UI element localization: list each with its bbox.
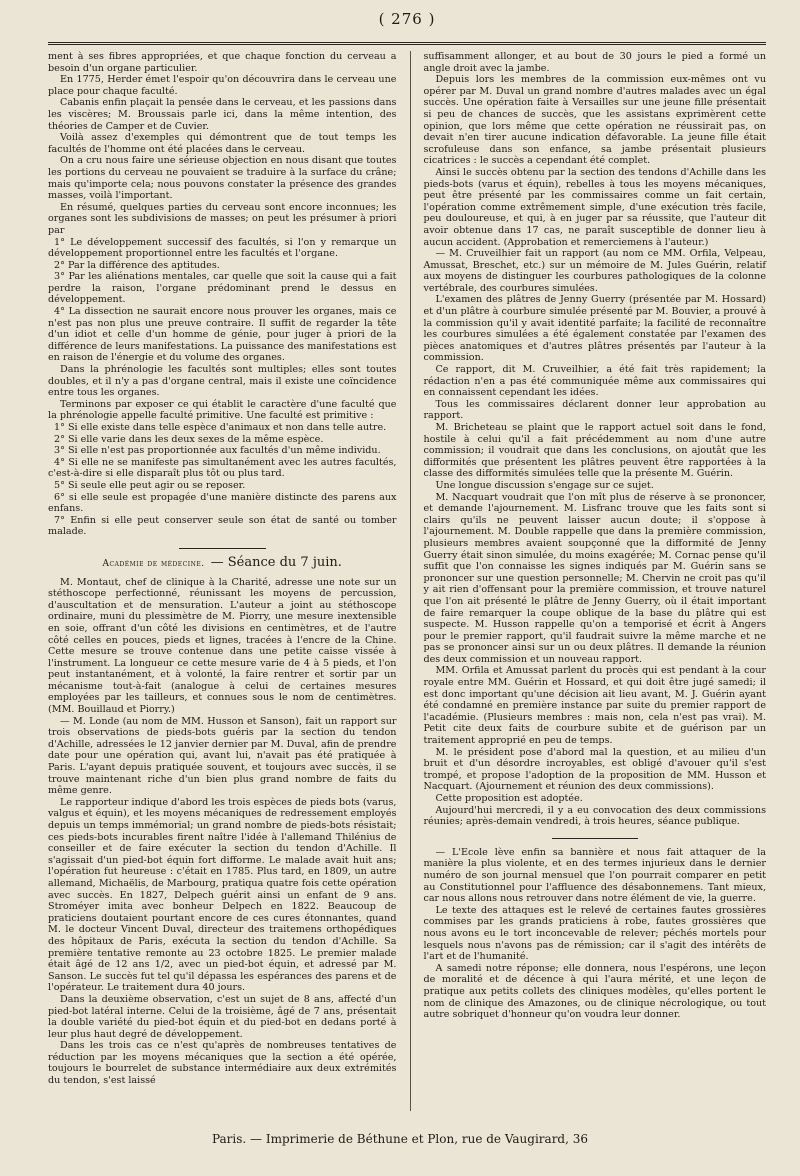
section-title-small: Académie de médecine. — [102, 558, 205, 569]
paragraph: Aujourd'hui mercredi, il y a eu convocation des deux commissions réunies; après-demain vendredi, à trois heures, séance publique. — [423, 804, 766, 828]
list-item: 6° si elle seule est propagée d'une manière distincte des parens aux enfans. — [48, 491, 397, 515]
paragraph: — L'Ecole lève enfin sa bannière et nous fait attaquer de la manière la plus violente, et en des termes injurieux dans le dernier numéro de son journal mensuel que l'on pourrait comparer en petit au Constitutionnel pour l'affluence des désabonnemens. Tant mieux, car nous allons nous retrouver dans notre élément de vie, la guerre. — [423, 846, 766, 905]
paragraph: En 1775, Herder émet l'espoir qu'on découvrira dans le cerveau une place pour chaque faculté. — [48, 74, 397, 97]
paragraph: Tous les commissaires déclarent donner leur approbation au rapport. — [423, 398, 766, 422]
paragraph: Une longue discussion s'engage sur ce sujet. — [435, 479, 654, 491]
section-title-large: — Séance du 7 juin. — [210, 554, 342, 570]
paragraph: Depuis lors les membres de la commission eux-mêmes ont vu opérer par M. Duval un grand nombre d'autres malades avec un égal succès. Une opération faite à Versailles sur une jeune fille présentait si peu de chances de succès, que les assistans exprimèrent cette opinion, que lors même que cette opération ne réussirait pas, on devait n'en tirer aucune indication défavorable. La jeune fille était scrofuleuse dans son enfance, sa jambe présentait plusieurs cicatrices : le succès a cependant été complet. — [423, 74, 766, 167]
paragraph: Le rapporteur indique d'abord les trois espèces de pieds bots (varus, valgus et équin), et les moyens mécaniques de redressement employés depuis un temps immémorial; un grand nombre de pieds-bots résistait; ces pieds-bots incurables firent naître l'idée à l'allemand Thilénius de conseiller et de faire exécuter la section du tendon d'Achille. Il s'agissait d'un pied-bot équin fort difforme. Le malade avait huit ans; l'opération fut heureuse : c'était en 1785. Plus tard, en 1809, un autre allemand, Michaëlis, de Marbourg, pratiqua quatre fois cette opération avec succès. En 1827, Delpech guérit ainsi un enfant de 9 ans. Stroméyer imita avec bonheur Delpech en 1822. Beaucoup de praticiens doutaient pourtant encore de ces cures étonnantes, quand M. le docteur Vincent Duval, directeur des traitemens orthopédiques des hôpitaux de Paris, exécuta la section du tendon d'Achille. Sa première tentative remonte au 23 octobre 1825. Le premier malade était âgé de 12 ans 1/2, avec un pied-bot équin, et adressé par M. Sanson. Le succès fut tel qu'il dépassa les espérances des parens et de l'opérateur. Le traitement dura 40 jours. — [48, 796, 397, 994]
paragraph: Ainsi le succès obtenu par la section des tendons d'Achille dans les pieds-bots (varus et équin), rebelles à tous les moyens mécaniques, peut être présenté par les commissaires comme un fait certain, l'opération comme extrêmement simple, d'une exécution très facile, peu douloureuse, et qui, à en juger par sa réussite, que l'auteur dit avoir obtenue dans 17 cas, ne paraît susceptible de donner lieu à aucun accident. (Approbation et remerciemens à l'auteur.) — [423, 166, 766, 248]
right-column — [410, 51, 766, 1111]
paragraph: M. le président pose d'abord mal la question, et au milieu d'un bruit et d'un désordre incroyables, est obligé d'avouer qu'il s'est trompé, et propose l'adoption de la proposition de MM. Husson et Nacquart. (Ajournement et réunion des deux commissions). — [423, 746, 766, 793]
columns — [48, 51, 766, 1111]
paragraph: L'examen des plâtres de Jenny Guerry (présentée par M. Hossard) et d'un plâtre à courbure simulée présenté par M. Bouvier, a prouvé à la commission qu'il y avait identité parfaite; la facilité de reconnaître les courbures simulées a été également constatée par l'examen des pièces anatomiques et d'autres plâtres présentés par l'auteur à la commission. — [423, 294, 766, 364]
paragraph: M. Bricheteau se plaint que le rapport actuel soit dans le fond, hostile à celui qu'il a fait précédemment au nom d'une autre commission; il voudrait que dans les conclusions, on ajoutât que les difformités que présentent les plâtres peuvent être rapportées à la classe des difformités simulées telle que la présente M. Guérin. — [423, 422, 766, 480]
page-number: ( 276 ) — [378, 10, 436, 28]
left-column — [48, 51, 396, 1111]
paragraph: En résumé, quelques parties du cerveau sont encore inconnues; les organes sont les subdivisions de masses; on peut les présumer à priori par — [48, 201, 397, 236]
paragraph: M. Nacquart voudrait que l'on mît plus de réserve à se prononcer, et demande l'ajournement. M. Lisfranc trouve que les faits sont si clairs qu'ils ne peuvent laisser aucun doute; il s'oppose à l'ajournement. M. Double rappelle que dans la première commission, plusieurs membres avaient soupçonné que la difformité de Jenny Guerry était sinon simulée, du moins exagérée; M. Cornac pense qu'il suffit que l'on connaisse les signes indiqués par M. Guérin sans se prononcer sur une question personnelle; M. Chervin ne croit pas qu'il y ait rien d'offensant pour la première commission, et trouve naturel que l'on ait présenté le plâtre de Jenny Guerry, où il était important de faire remarquer la coupe oblique de la base du plâtre qui est suspecte. M. Husson rappelle qu'on a temporisé et écrit à Angers pour le premier rapport, qu'il faudrait suivre la même marche et ne pas se prononcer ainsi sur un ou deux plâtres. Il demande la réunion des deux commission et un nouveau rapport. — [423, 491, 766, 665]
list-item: 3° Si elle n'est pas proportionnée aux facultés d'un même individu. — [54, 445, 381, 457]
list-item: 5° Si seule elle peut agir ou se reposer. — [54, 479, 246, 491]
top-rule — [48, 42, 766, 45]
paragraph: Dans la phrénologie les facultés sont multiples; elles sont toutes doubles, et il n'y a pas d'organe central, mais il existe une coïncidence entre tous les organes. — [48, 364, 397, 399]
paragraph: Le texte des attaques est le relevé de certaines fautes grossières commises par les grands praticiens à robe, fautes grossières que nous avons eu le tort inconcevable de relever; péchés mortels pour lesquels nous n'avons pas de rémission; car il s'agit des intérêts de l'art et de l'humanité. — [423, 904, 766, 963]
section-divider — [552, 838, 638, 839]
list-item: 2° Par la différence des aptitudes. — [54, 259, 220, 271]
list-item: 1° Si elle existe dans telle espèce d'animaux et non dans telle autre. — [54, 422, 387, 433]
list-item: 7° Enfin si elle peut conserver seule son état de santé ou tomber malade. — [48, 514, 397, 538]
paragraph: suffisamment allonger, et au bout de 30 jours le pied a formé un angle droit avec la jambe. — [423, 51, 766, 74]
paragraph: Ce rapport, dit M. Cruveilhier, a été fait très rapidement; la rédaction n'en a pas été communiquée même aux commissaires qui en connaissent cependant les idées. — [423, 364, 766, 399]
section-heading — [48, 554, 396, 571]
paragraph: Dans les trois cas ce n'est qu'après de nombreuses tentatives de réduction par les moyens mécaniques que la section a été opérée, toujours le bourrelet de substance intermédiaire aux deux extrémités du tendon, s'est laissé — [48, 1040, 397, 1087]
list-item: 2° Si elle varie dans les deux sexes de la même espèce. — [54, 433, 324, 445]
section-divider — [179, 548, 266, 549]
list-item: 1° Le développement successif des facultés, si l'on y remarque un développement proportionnel entre les facultés et l'organe. — [48, 236, 397, 260]
paragraph: On a cru nous faire une sérieuse objection en nous disant que toutes les portions du cerveau ne pouvaient se traduire à la surface du crâne; mais qu'importe cela; nous pouvons constater la présence des grandes masses, voilà l'important. — [48, 155, 397, 202]
paragraph: Cabanis enfin plaçait la pensée dans le cerveau, et les passions dans les viscères; M. Broussais parle ici, dans la même intention, des théories de Camper et de Cuvier. — [48, 97, 397, 132]
paragraph: Cette proposition est adoptée. — [435, 793, 583, 804]
paragraph: Voilà assez d'exemples qui démontrent que de tout temps les facultés de l'homme ont été placées dans le cerveau. — [48, 132, 397, 155]
imprint-footer: Paris. — Imprimerie de Béthune et Plon, rue de Vaugirard, 36 — [211, 1132, 589, 1146]
list-item: 4° Si elle ne se manifeste pas simultanément avec les autres facultés, c'est-à-dire si elle disparaît plus tôt ou plus tard. — [48, 456, 397, 480]
list-item: 3° Par les aliénations mentales, car quelle que soit la cause qui a fait perdre la raison, l'organe prédominant prend le dessus en développement. — [48, 271, 397, 306]
paragraph: Dans la deuxième observation, c'est un sujet de 8 ans, affecté d'un pied-bot latéral interne. Celui de la troisième, âgé de 7 ans, présentait la double variété du pied-bot équin et du pied-bot en dedans porté à leur plus haut degré de développement. — [48, 993, 397, 1040]
paragraph: A samedi notre réponse; elle donnera, nous l'espérons, une leçon de moralité et de décence à qui l'aura mérité, et une leçon de pratique aux petits collets des cliniques modèles, qu'elles portent le nom de clinique des Amazones, ou de clinique nécrologique, ou tout autre sobriquet d'honneur qu'on voudra leur donner. — [423, 962, 766, 1021]
paragraph: — M. Cruveilhier fait un rapport (au nom ce MM. Orfila, Velpeau, Amussat, Breschet, etc.) sur un mémoire de M. Jules Guérin, relatif aux moyens de distinguer les courbures pathologiques de la colonne vertébrale, des courbures simulées. — [423, 248, 766, 294]
paragraph: MM. Orfila et Amussat parlent du procès qui est pendant à la cour royale entre MM. Guérin et Hossard, et qui doit être jugé samedi; il est donc important qu'une décision ait lieu avant, M. J. Guérin ayant été condamné en première instance par suite du premier rapport de l'académie. (Plusieurs membres : mais non, cela n'est pas vrai). M. Petit cite deux faits de courbure subite et de guérison par un traitement approprié en peu de temps. — [423, 665, 766, 747]
paragraph: ment à ses fibres appropriées, et que chaque fonction du cerveau a besoin d'un organe particulier. — [48, 51, 397, 74]
paragraph: M. Montaut, chef de clinique à la Charité, adresse une note sur un stéthoscope perfectionné, réunissant les moyens de percussion, d'auscultation et de mensuration. L'auteur a joint au stéthoscope ordinaire, muni du plessimètre de M. Piorry, une mesure inextensible en soie, offrant d'un côté les divisions en centimètres, et de l'autre côté celles en pouces, pieds et lignes, tracées à l'encre de la Chine. Cette mesure se trouve contenue dans une petite caisse vissée à l'instrument. La longueur ce cette mesure varie de 4 à 5 pieds, et l'on peut instantanément, et à volonté, la faire rentrer et sortir par un mécanisme tout-à-fait (analogue à celui de certaines mesures employées par les tailleurs, et connues sous le nom de centimètres. (MM. Bouillaud et Piorry.) — [48, 576, 397, 716]
paragraph: — M. Londe (au nom de MM. Husson et Sanson), fait un rapport sur trois observations de pieds-bots guéris par la section du tendon d'Achille, adressées le 12 janvier dernier par M. Duval, afin de prendre date pour une opération qui, avant lui, n'avait pas été pratiquée à Paris. L'ayant depuis pratiquée souvent, et toujours avec succès, il se trouve maintenant riche d'un bien plus grand nombre de faits du même genre. — [48, 715, 397, 797]
paragraph: Terminons par exposer ce qui établit le caractère d'une faculté que la phrénologie appelle faculté primitive. Une faculté est primitive : — [48, 398, 397, 422]
list-item: 4° La dissection ne saurait encore nous prouver les organes, mais ce n'est pas non plus une preuve contraire. Il suffit de regarder la tête d'un idiot et celle d'un homme de génie, pour juger à priori de la différence de leurs manifestations. La puissance des manifestations est en raison de l'énergie et du volume des organes. — [48, 306, 397, 364]
